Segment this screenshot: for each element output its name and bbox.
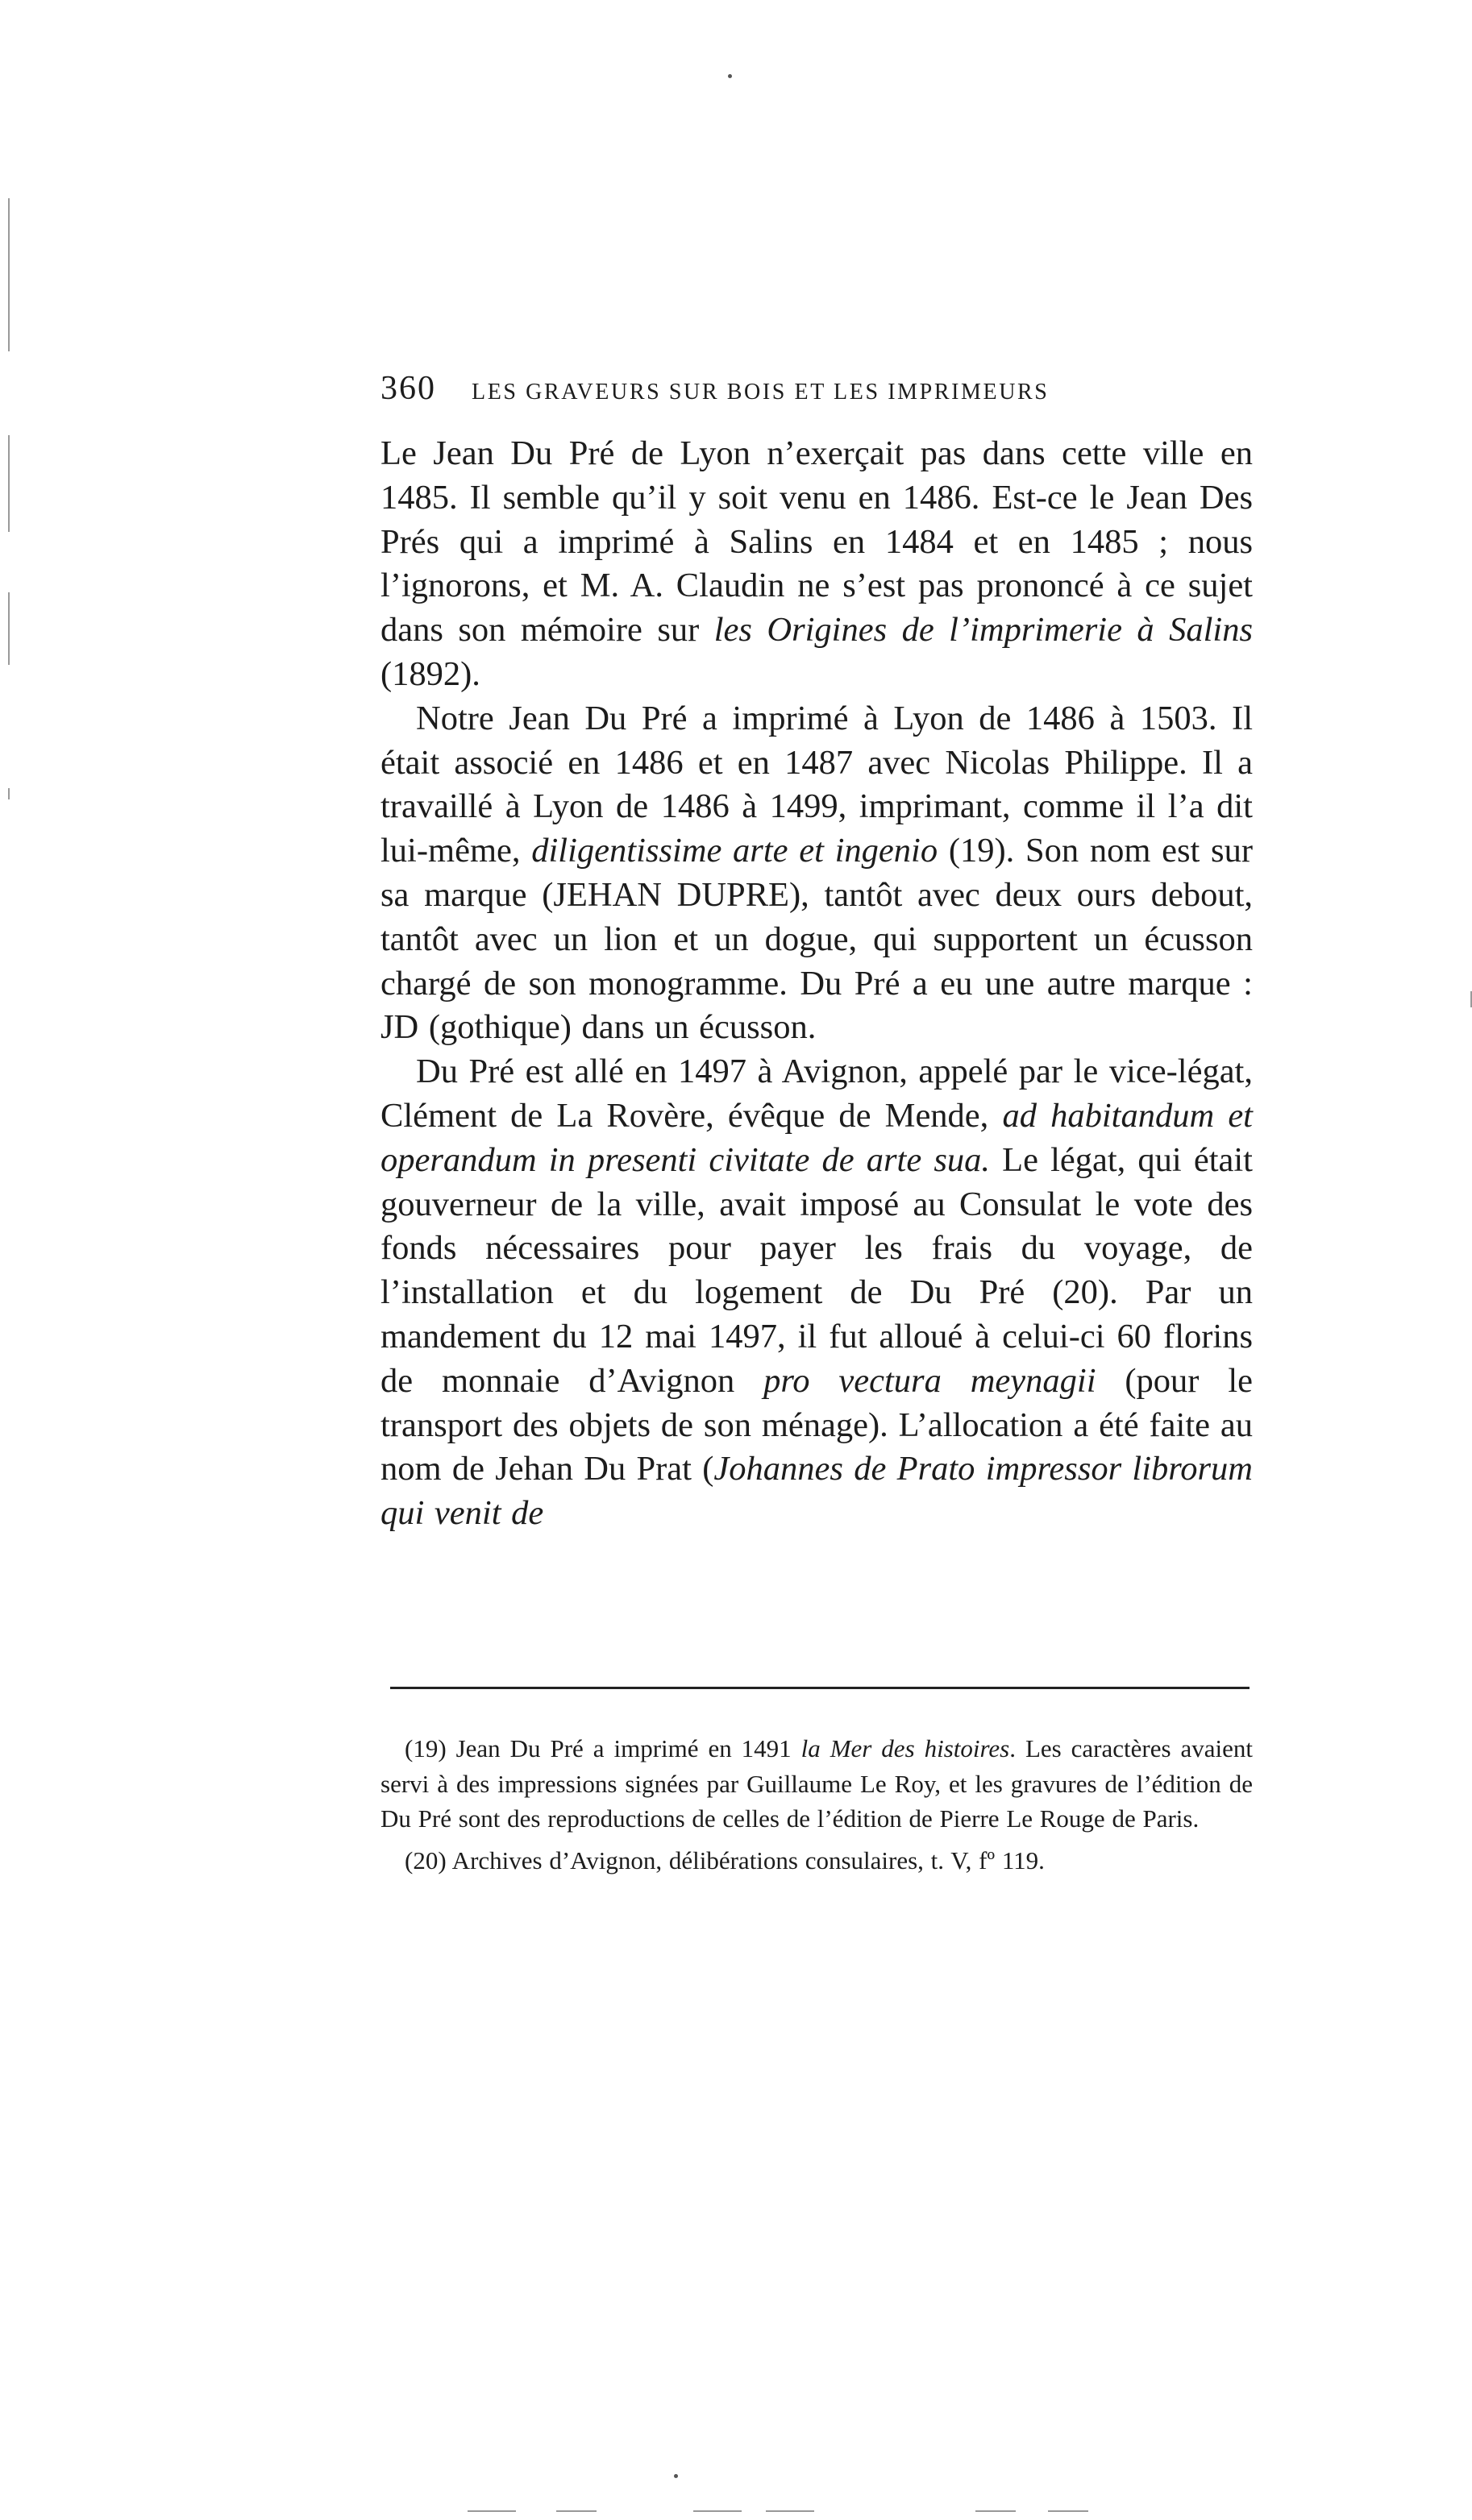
scan-edge-mark [8, 435, 10, 532]
italic-quote: Johannes de Prato impressor librorum qui venit de [380, 1450, 1253, 1533]
scan-edge-mark [8, 198, 10, 351]
text-run: (pour le transport des objets de son ménage). L’allocation a été faite au nom de Jehan Du Prat ( [380, 1361, 1253, 1488]
italic-title: la Mer des histoires [800, 1734, 1010, 1762]
page-number: 360 [380, 370, 436, 407]
text-run: (1892). [380, 654, 480, 693]
paragraph [380, 432, 1253, 697]
text-run: Le légat, qui était gouverneur de la ville, avait imposé au Consulat le vote des fonds nécessaires pour payer les frais du voyage, de l’installation et du logement de Du Pré (20). Par un mandement du 12 mai 1497, il fut alloué à celui-ci 60 florins de monnaie d’Avignon [380, 1140, 1253, 1400]
footnotes [380, 1731, 1253, 1884]
footnote-19 [380, 1731, 1253, 1837]
paragraph [380, 1050, 1253, 1536]
scan-edge-mark [766, 2510, 814, 2512]
text-run: (20) Archives d’Avignon, délibérations consulaires, t. V, fº 119. [405, 1845, 1045, 1874]
scan-edge-mark [1048, 2510, 1088, 2512]
scan-dot [674, 2474, 678, 2478]
scan-dot [728, 74, 732, 78]
text-run: Du Pré est allé en 1497 à Avignon, appelé par le vice-légat, Clément de La Rovère, évêque de Mende, [380, 1052, 1253, 1135]
italic-title: les Origines de l’imprimerie à Salins [713, 611, 1253, 650]
italic-quote: diligentissime arte et ingenio [531, 832, 938, 870]
scan-edge-mark [8, 592, 10, 665]
running-head [380, 369, 1253, 409]
paragraph [380, 697, 1253, 1050]
scan-edge-mark [693, 2510, 742, 2512]
scan-edge-mark [556, 2510, 597, 2512]
text-run: . Les caractères avaient servi à des impressions signées par Guillaume Le Roy, et les gravures de l’édition de Du Pré sont des reproductions de celles de l’édition de Pierre Le Rouge de Paris. [380, 1734, 1253, 1833]
footnote-20 [380, 1843, 1253, 1879]
body-text [380, 432, 1253, 1536]
italic-quote: pro vectura meynagii [763, 1361, 1096, 1400]
text-run: Le Jean Du Pré de Lyon n’exerçait pas dans cette ville en 1485. Il semble qu’il y soit venu en 1486. Est-ce le Jean Des Prés qui a imprimé à Salins en 1484 et en 1485 ; nous l’ignorons, et M. A. Claudin ne s’est pas prononcé à ce sujet dans son mémoire sur [380, 434, 1253, 650]
footnote-rule [390, 1687, 1250, 1689]
scan-edge-mark [468, 2510, 516, 2512]
italic-quote: ad habitandum et operandum in presenti civitate de arte sua. [380, 1096, 1253, 1179]
scan-edge-mark [975, 2510, 1016, 2512]
text-run: (19) Jean Du Pré a imprimé en 1491 [405, 1734, 801, 1762]
scan-edge-mark [8, 788, 10, 799]
running-title: LES GRAVEURS SUR BOIS ET LES IMPRIMEURS [472, 380, 1050, 405]
text-run: Notre Jean Du Pré a imprimé à Lyon de 1486 à 1503. Il était associé en 1486 et en 1487 avec Nicolas Philippe. Il a travaillé à Lyon de 1486 à 1499, imprimant, comme il l’a dit lui-même, [380, 699, 1253, 870]
text-run: (19). Son nom est sur sa marque (JEHAN DUPRE), tantôt avec deux ours debout, tantôt avec un lion et un dogue, qui supportent un écusson chargé de son monogramme. Du Pré a eu une autre marque : JD (gothique) dans un écusson. [380, 832, 1253, 1047]
